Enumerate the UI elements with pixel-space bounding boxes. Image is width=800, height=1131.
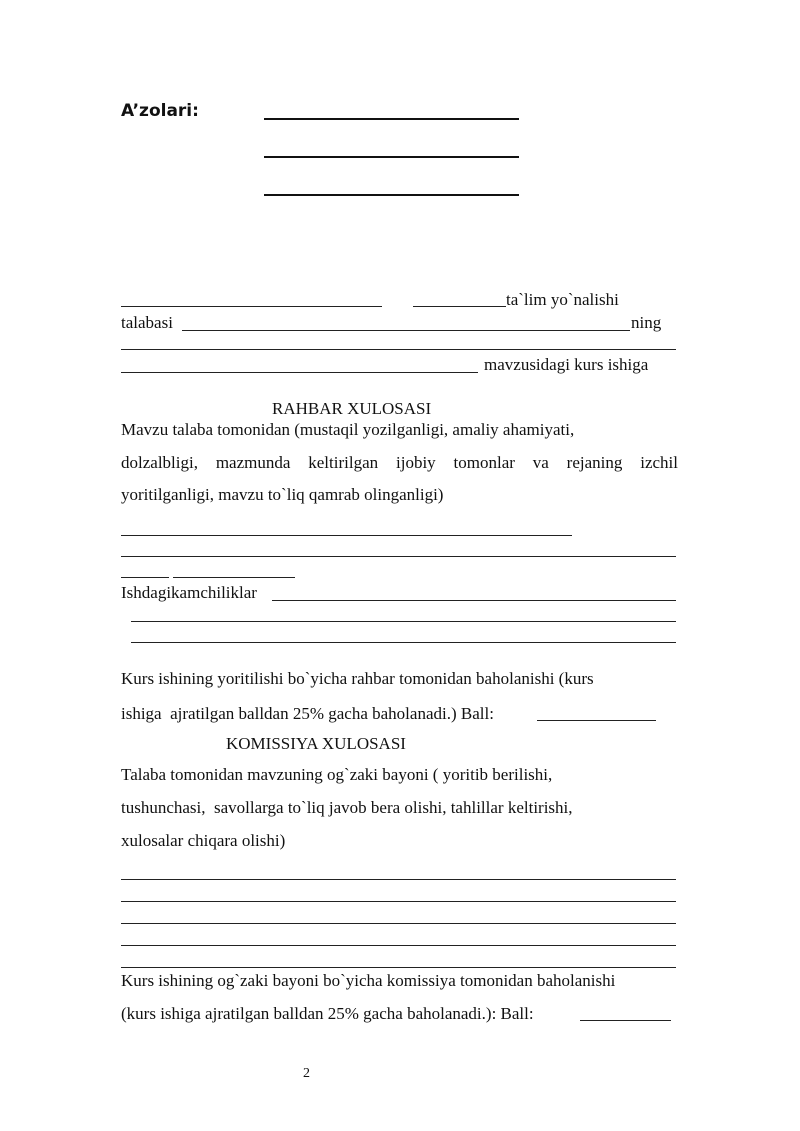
fill-line — [121, 901, 676, 902]
commission-grading-line: (kurs ishiga ajratilgan balldan 25% gacha baholanadi.): Ball: — [121, 1004, 534, 1023]
page-number: 2 — [303, 1066, 310, 1081]
supervisor-paragraph-line: dolzalbligi, mazmunda keltirilgan ijobiy tomonlar va rejaning izchil — [121, 453, 678, 472]
fill-line — [131, 642, 676, 643]
score-fill-line — [537, 720, 656, 721]
commission-paragraph-line: Talaba tomonidan mavzuning og`zaki bayoni ( yoritib berilishi, — [121, 765, 553, 784]
fill-line — [121, 967, 676, 968]
supervisor-grading-line: Kurs ishining yoritilishi bo`yicha rahbar tomonidan baholanishi (kurs — [121, 669, 594, 688]
student-suffix: ning — [631, 313, 662, 332]
fill-line — [121, 945, 676, 946]
fill-line — [121, 349, 676, 350]
supervisor-heading: RAHBAR XULOSASI — [272, 399, 432, 418]
supervisor-paragraph-line: Mavzu talaba tomonidan (mustaqil yozilganligi, amaliy ahamiyati, — [121, 420, 575, 439]
commission-paragraph-line: tushunchasi, savollarga to`liq javob bera olishi, tahlillar keltirishi, — [121, 798, 573, 817]
member-signature-line — [264, 118, 519, 120]
student-label: talabasi — [121, 313, 173, 332]
fill-line — [121, 535, 572, 536]
fill-line — [131, 621, 676, 622]
fill-line — [413, 306, 506, 307]
fill-line — [121, 923, 676, 924]
supervisor-paragraph-line: yoritilganligi, mavzu to`liq qamrab olinganligi) — [121, 485, 444, 504]
fill-line — [173, 577, 295, 578]
fill-line — [121, 306, 382, 307]
fill-line — [121, 372, 478, 373]
member-signature-line — [264, 194, 519, 196]
fill-line — [121, 577, 169, 578]
fill-line — [272, 600, 676, 601]
members-label: A’zolari: — [121, 101, 199, 121]
commission-paragraph-line: xulosalar chiqara olishi) — [121, 831, 286, 850]
fill-line — [182, 330, 630, 331]
fill-line — [121, 556, 676, 557]
commission-grading-line: Kurs ishining og`zaki bayoni bo`yicha komissiya tomonidan baholanishi — [121, 971, 616, 990]
supervisor-grading-line: ishiga ajratilgan balldan 25% gacha baholanadi.) Ball: — [121, 704, 494, 723]
fill-line — [121, 879, 676, 880]
topic-label: mavzusidagi kurs ishiga — [484, 355, 649, 374]
commission-heading: KOMISSIYA XULOSASI — [226, 734, 406, 753]
shortcomings-label: Ishdagikamchiliklar — [121, 583, 257, 602]
direction-label: ta`lim yo`nalishi — [506, 290, 619, 309]
score-fill-line — [580, 1020, 671, 1021]
member-signature-line — [264, 156, 519, 158]
